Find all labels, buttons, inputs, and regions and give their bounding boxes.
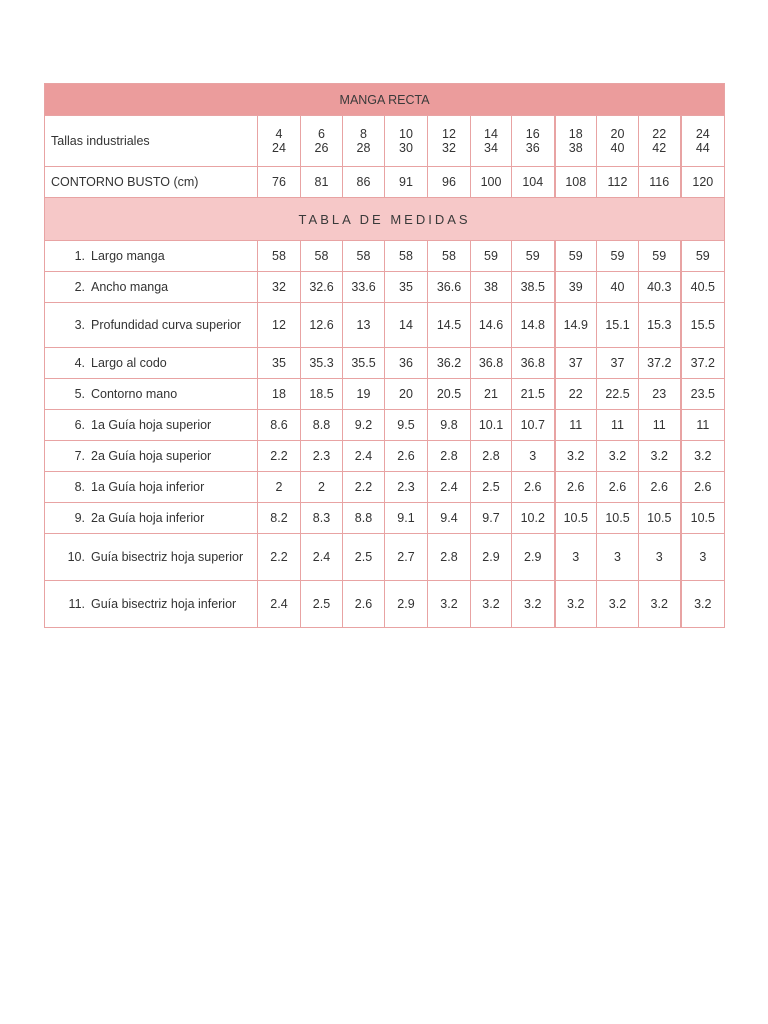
size-primary: 14 [484,127,498,141]
measurement-row [45,410,725,441]
size-primary: 8 [360,127,367,141]
measurement-index: 2. [74,280,85,294]
measurement-value: 2.7 [385,534,428,581]
measurement-item [45,355,257,371]
measurement-item [45,317,257,333]
measurement-value: 2.4 [301,534,343,581]
measurement-value: 14.5 [428,303,471,348]
measurement-value: 15.5 [681,303,725,348]
size-cell [301,116,343,167]
measurement-value: 59 [471,241,512,272]
size-primary: 12 [442,127,456,141]
measurement-value: 32 [258,272,301,303]
bust-value: 96 [428,167,471,198]
size-primary: 24 [695,127,710,141]
measurement-value: 40.3 [639,272,681,303]
measurement-value: 11 [597,410,639,441]
measurement-label-cell [45,472,258,503]
size-secondary: 32 [442,141,456,155]
measurement-value: 18.5 [301,379,343,410]
table-title: MANGA RECTA [45,84,725,116]
measurement-value: 33.6 [343,272,385,303]
size-primary: 4 [275,127,283,141]
measurement-index: 3. [74,318,85,332]
measurement-index: 11. [68,597,85,611]
measurement-item [45,596,257,612]
measurement-value: 58 [343,241,385,272]
measurement-item [45,448,257,464]
measurement-value: 37.2 [639,348,681,379]
bust-value: 104 [512,167,555,198]
measurement-item [45,510,257,526]
measurement-value: 20 [385,379,428,410]
measurement-row [45,379,725,410]
measurement-item [45,479,257,495]
measurement-value: 3.2 [681,441,725,472]
measurement-row [45,272,725,303]
measurement-value: 8.8 [343,503,385,534]
measurement-value: 2.9 [471,534,512,581]
size-secondary: 28 [356,141,371,155]
measurement-value: 22 [555,379,597,410]
measurement-value: 11 [639,410,681,441]
sizes-row [45,116,725,167]
measurement-value: 2.5 [471,472,512,503]
measurement-value: 2.2 [258,441,301,472]
size-primary: 6 [318,127,325,141]
measurement-value: 36.6 [428,272,471,303]
measurement-label-cell [45,272,258,303]
measurement-label-cell [45,379,258,410]
measurement-label-cell [45,534,258,581]
size-primary: 10 [399,127,413,141]
measurement-index: 9. [74,511,85,525]
measurement-value: 14 [385,303,428,348]
measurement-label: 2a Guía hoja superior [91,449,212,463]
measurement-value: 3 [512,441,555,472]
measurement-value: 3.2 [428,581,471,628]
size-primary: 18 [568,127,583,141]
measurement-index: 1. [74,249,85,263]
size-secondary: 24 [272,141,286,155]
measurement-value: 9.5 [385,410,428,441]
measurement-row [45,503,725,534]
measurement-value: 3.2 [639,581,681,628]
size-cell [428,116,471,167]
measurement-value: 32.6 [301,272,343,303]
measurement-item [45,279,257,295]
measurement-index: 8. [74,480,85,494]
measurement-value: 3.2 [639,441,681,472]
measurement-value: 36.8 [471,348,512,379]
measurement-value: 35.5 [343,348,385,379]
measurement-value: 8.8 [301,410,343,441]
measurement-value: 2.4 [343,441,385,472]
measurement-value: 2.3 [385,472,428,503]
measurement-index: 10. [67,550,85,564]
measurement-index: 5. [74,387,85,401]
measurement-value: 22.5 [597,379,639,410]
measurement-value: 38 [471,272,512,303]
measurement-value: 14.9 [555,303,597,348]
measurement-value: 3.2 [597,581,639,628]
measurement-value: 10.5 [639,503,681,534]
measurement-value: 2.9 [512,534,555,581]
size-secondary: 42 [652,141,667,155]
measurement-value: 36.2 [428,348,471,379]
sizes-label: Tallas industriales [45,116,258,167]
measurement-value: 2.6 [512,472,555,503]
measurement-index: 6. [74,418,85,432]
measurement-value: 3.2 [681,581,725,628]
measurement-value: 21.5 [512,379,555,410]
bust-row [45,167,725,198]
size-secondary: 26 [314,141,329,155]
measurement-label-cell [45,441,258,472]
measurement-value: 23 [639,379,681,410]
measurement-value: 58 [301,241,343,272]
size-cell [681,116,725,167]
measurement-item [45,549,257,565]
measurement-value: 19 [343,379,385,410]
bust-value: 112 [597,167,639,198]
measurement-value: 58 [428,241,471,272]
size-secondary: 38 [568,141,583,155]
measurement-value: 8.3 [301,503,343,534]
measurement-value: 2.4 [428,472,471,503]
measurement-value: 35 [258,348,301,379]
measurement-value: 58 [385,241,428,272]
measurement-value: 2.3 [301,441,343,472]
measurement-value: 35.3 [301,348,343,379]
measurement-value: 8.2 [258,503,301,534]
measurement-label: 2a Guía hoja inferior [91,511,205,525]
measurement-value: 39 [555,272,597,303]
measurement-row [45,472,725,503]
measurement-label-cell [45,241,258,272]
bust-value: 108 [555,167,597,198]
measurement-item [45,417,257,433]
measurement-label: Largo manga [91,249,165,263]
measurement-label-cell [45,581,258,628]
size-cell [597,116,639,167]
table-title-row [45,84,725,116]
measurement-value: 3 [597,534,639,581]
measurement-label: Profundidad curva superior [91,318,242,332]
measurement-value: 9.7 [471,503,512,534]
bust-value: 120 [681,167,725,198]
measurement-value: 58 [258,241,301,272]
measurement-value: 2.8 [428,534,471,581]
measurement-value: 11 [555,410,597,441]
measurement-value: 37 [597,348,639,379]
measurement-value: 13 [343,303,385,348]
measurement-value: 15.3 [639,303,681,348]
bust-value: 86 [343,167,385,198]
measurement-value: 40.5 [681,272,725,303]
measurement-value: 20.5 [428,379,471,410]
size-cell [639,116,681,167]
measurement-value: 2.6 [555,472,597,503]
bust-value: 100 [471,167,512,198]
measurement-value: 10.1 [471,410,512,441]
size-primary: 22 [652,127,667,141]
measurement-row [45,348,725,379]
measurement-value: 35 [385,272,428,303]
measurement-value: 10.7 [512,410,555,441]
measurement-value: 10.5 [597,503,639,534]
measurement-value: 3 [639,534,681,581]
measurement-value: 15.1 [597,303,639,348]
measurement-value: 2.2 [343,472,385,503]
measurement-label: 1a Guía hoja superior [91,418,212,432]
measurement-value: 2.8 [428,441,471,472]
bust-value: 91 [385,167,428,198]
measurement-value: 12 [258,303,301,348]
size-primary: 20 [610,127,625,141]
measurement-value: 36.8 [512,348,555,379]
bust-value: 76 [258,167,301,198]
size-cell [385,116,428,167]
measurement-value: 40 [597,272,639,303]
section-title: TABLA DE MEDIDAS [45,198,725,241]
measurement-value: 3.2 [471,581,512,628]
measurement-value: 2.6 [385,441,428,472]
measurement-value: 23.5 [681,379,725,410]
measurement-row [45,441,725,472]
measurement-item [45,248,257,264]
measurement-value: 3.2 [512,581,555,628]
measurement-row [45,241,725,272]
bust-value: 116 [639,167,681,198]
measurement-item [45,386,257,402]
measurement-value: 3.2 [597,441,639,472]
measurement-value: 9.8 [428,410,471,441]
measurements-table [44,83,725,628]
measurement-value: 37.2 [681,348,725,379]
measurement-value: 2.6 [681,472,725,503]
measurement-label: Largo al codo [91,356,167,370]
measurement-value: 2 [301,472,343,503]
measurement-row [45,534,725,581]
measurement-label-cell [45,303,258,348]
bust-label: CONTORNO BUSTO (cm) [45,167,258,198]
measurement-value: 9.4 [428,503,471,534]
measurement-value: 59 [597,241,639,272]
measurement-value: 37 [555,348,597,379]
measurement-value: 59 [555,241,597,272]
measurement-value: 9.2 [343,410,385,441]
measurement-row [45,581,725,628]
measurement-value: 36 [385,348,428,379]
size-cell [343,116,385,167]
measurement-value: 2.6 [639,472,681,503]
measurement-value: 2 [258,472,301,503]
measurement-index: 7. [74,449,85,463]
measurement-value: 2.5 [343,534,385,581]
size-primary: 16 [525,127,540,141]
measurement-value: 2.5 [301,581,343,628]
measurement-label-cell [45,410,258,441]
size-secondary: 36 [525,141,540,155]
measurement-value: 10.5 [555,503,597,534]
measurement-value: 38.5 [512,272,555,303]
measurement-value: 3 [681,534,725,581]
measurement-value: 2.6 [597,472,639,503]
measurement-value: 10.2 [512,503,555,534]
measurement-label: Guía bisectriz hoja superior [91,550,244,564]
size-cell [258,116,301,167]
measurement-label: Ancho manga [91,280,169,294]
measurement-label-cell [45,503,258,534]
measurement-index: 4. [74,356,85,370]
bust-value: 81 [301,167,343,198]
measurement-value: 2.2 [258,534,301,581]
measurement-label-cell [45,348,258,379]
measurement-value: 2.8 [471,441,512,472]
measurement-value: 10.5 [681,503,725,534]
size-secondary: 44 [695,141,710,155]
measurement-value: 3.2 [555,441,597,472]
measurement-value: 12.6 [301,303,343,348]
measurement-row [45,303,725,348]
measurement-value: 8.6 [258,410,301,441]
size-cell [471,116,512,167]
size-secondary: 34 [484,141,498,155]
measurement-value: 21 [471,379,512,410]
measurement-value: 2.9 [385,581,428,628]
measurement-value: 14.8 [512,303,555,348]
section-title-row [45,198,725,241]
measurement-value: 59 [512,241,555,272]
measurement-value: 2.6 [343,581,385,628]
measurement-value: 59 [681,241,725,272]
size-cell [512,116,555,167]
measurement-value: 2.4 [258,581,301,628]
measurement-label: 1a Guía hoja inferior [91,480,205,494]
measurement-value: 18 [258,379,301,410]
measurement-value: 9.1 [385,503,428,534]
measurement-value: 11 [681,410,725,441]
measurement-value: 3 [555,534,597,581]
measurement-label: Guía bisectriz hoja inferior [91,597,237,611]
size-cell [555,116,597,167]
measurement-value: 14.6 [471,303,512,348]
measurement-value: 3.2 [555,581,597,628]
measurement-value: 59 [639,241,681,272]
size-secondary: 40 [610,141,625,155]
size-secondary: 30 [399,141,413,155]
measurement-label: Contorno mano [91,387,178,401]
